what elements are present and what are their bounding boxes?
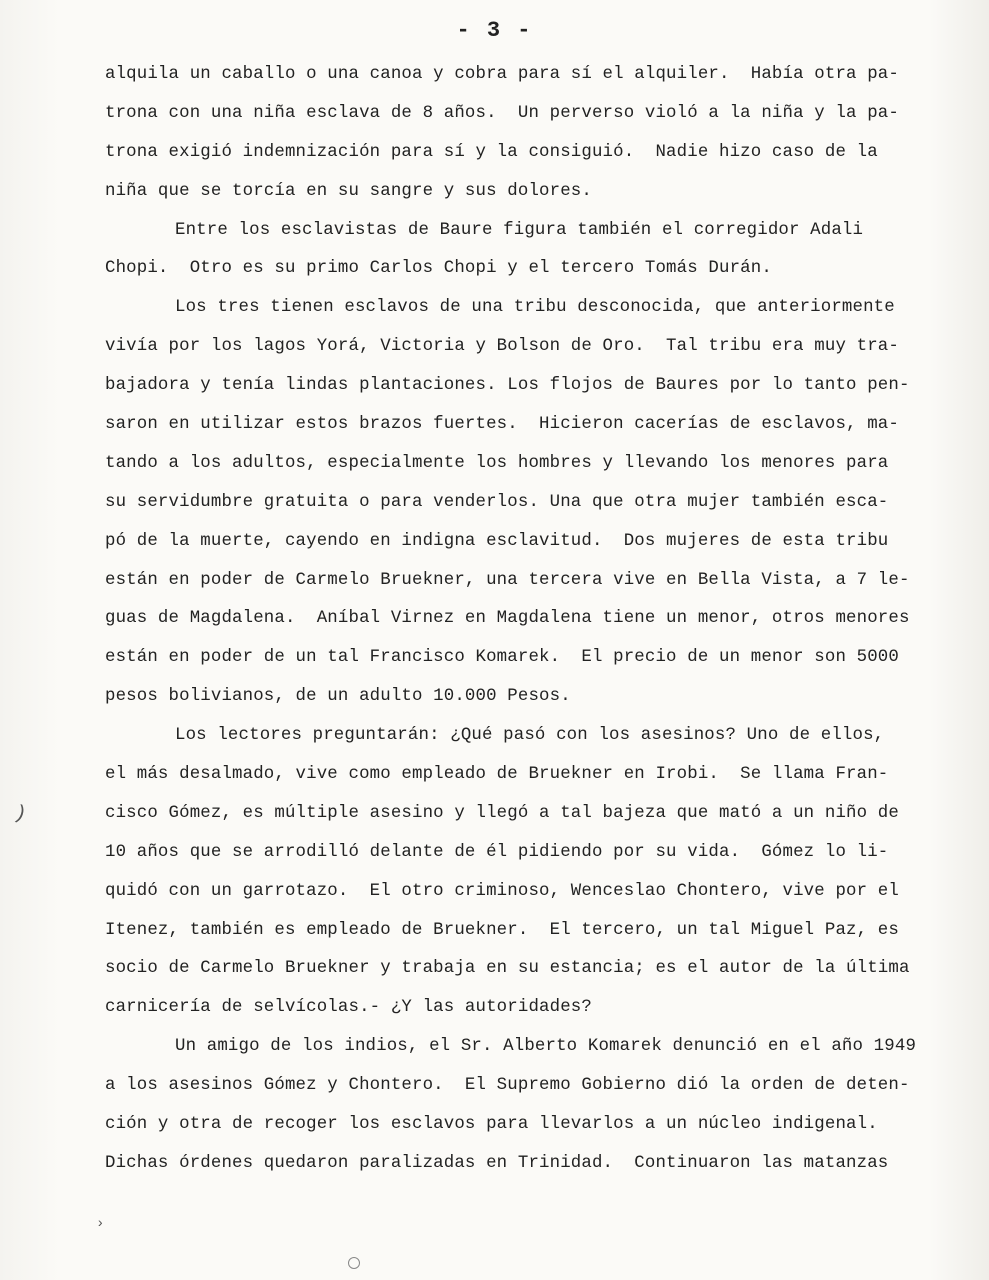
text-line: Itenez, también es empleado de Bruekner. El tercero, un tal Miguel Paz, es [105,920,899,940]
text-line: Chopi. Otro es su primo Carlos Chopi y el tercero Tomás Durán. [105,259,772,279]
text-line: tando a los adultos, especialmente los hombres y llevando los menores para [105,453,889,473]
page-number: - 3 - [456,18,533,43]
body-text [105,56,985,1184]
text-line: quidó con un garrotazo. El otro criminoso, Wenceslao Chontero, vive por el [105,881,899,901]
text-line: a los asesinos Gómez y Chontero. El Supremo Gobierno dió la orden de deten- [105,1076,910,1096]
text-line: están en poder de un tal Francisco Komarek. El precio de un menor son 5000 [105,648,899,668]
text-line: guas de Magdalena. Aníbal Virnez en Magdalena tiene un menor, otros menores [105,609,910,629]
text-line: alquila un caballo o una canoa y cobra para sí el alquiler. Había otra pa- [105,65,899,84]
text-line: ción y otra de recoger los esclavos para llevarlos a un núcleo indigenal. [105,1115,878,1135]
text-line: saron en utilizar estos brazos fuertes. Hicieron cacerías de esclavos, ma- [105,415,899,435]
text-line: su servidumbre gratuita o para venderlos. Una que otra mujer también esca- [105,492,889,512]
text-line: 10 años que se arrodilló delante de él pidiendo por su vida. Gómez lo li- [105,842,889,862]
punch-hole [348,1257,360,1269]
text-line: pesos bolivianos, de un adulto 10.000 Pesos. [105,687,571,707]
text-line: el más desalmado, vive como empleado de Bruekner en Irobi. Se llama Fran- [105,765,889,785]
text-line: Los lectores preguntarán: ¿Qué pasó con los asesinos? Uno de ellos, [175,726,885,746]
text-line: carnicería de selvícolas.- ¿Y las autoridades? [105,998,592,1018]
text-line: Un amigo de los indios, el Sr. Alberto Komarek denunció en el año 1949 [175,1037,917,1057]
margin-mark: ) [10,801,30,828]
text-line: Dichas órdenes quedaron paralizadas en Trinidad. Continuaron las matanzas [105,1153,889,1173]
text-line: trona con una niña esclava de 8 años. Un perverso violó a la niña y la pa- [105,103,899,123]
text-line: están en poder de Carmelo Bruekner, una tercera vive en Bella Vista, a 7 le- [105,570,910,590]
text-line: niña que se torcía en su sangre y sus dolores. [105,181,592,201]
margin-mark-bottom: › [96,1216,105,1232]
text-line: bajadora y tenía lindas plantaciones. Los flojos de Baures por lo tanto pen- [105,376,910,396]
text-line: cisco Gómez, es múltiple asesino y llegó a tal bajeza que mató a un niño de [105,803,899,823]
text-line: socio de Carmelo Bruekner y trabaja en su estancia; es el autor de la última [105,959,910,979]
text-line: Entre los esclavistas de Baure figura también el corregidor Adali [175,220,864,240]
text-line: trona exigió indemnización para sí y la consiguió. Nadie hizo caso de la [105,142,878,162]
text-line: vivía por los lagos Yorá, Victoria y Bolson de Oro. Tal tribu era muy tra- [105,337,899,357]
text-line: Los tres tienen esclavos de una tribu desconocida, que anteriormente [175,298,895,318]
text-line: pó de la muerte, cayendo en indigna esclavitud. Dos mujeres de esta tribu [105,531,889,551]
